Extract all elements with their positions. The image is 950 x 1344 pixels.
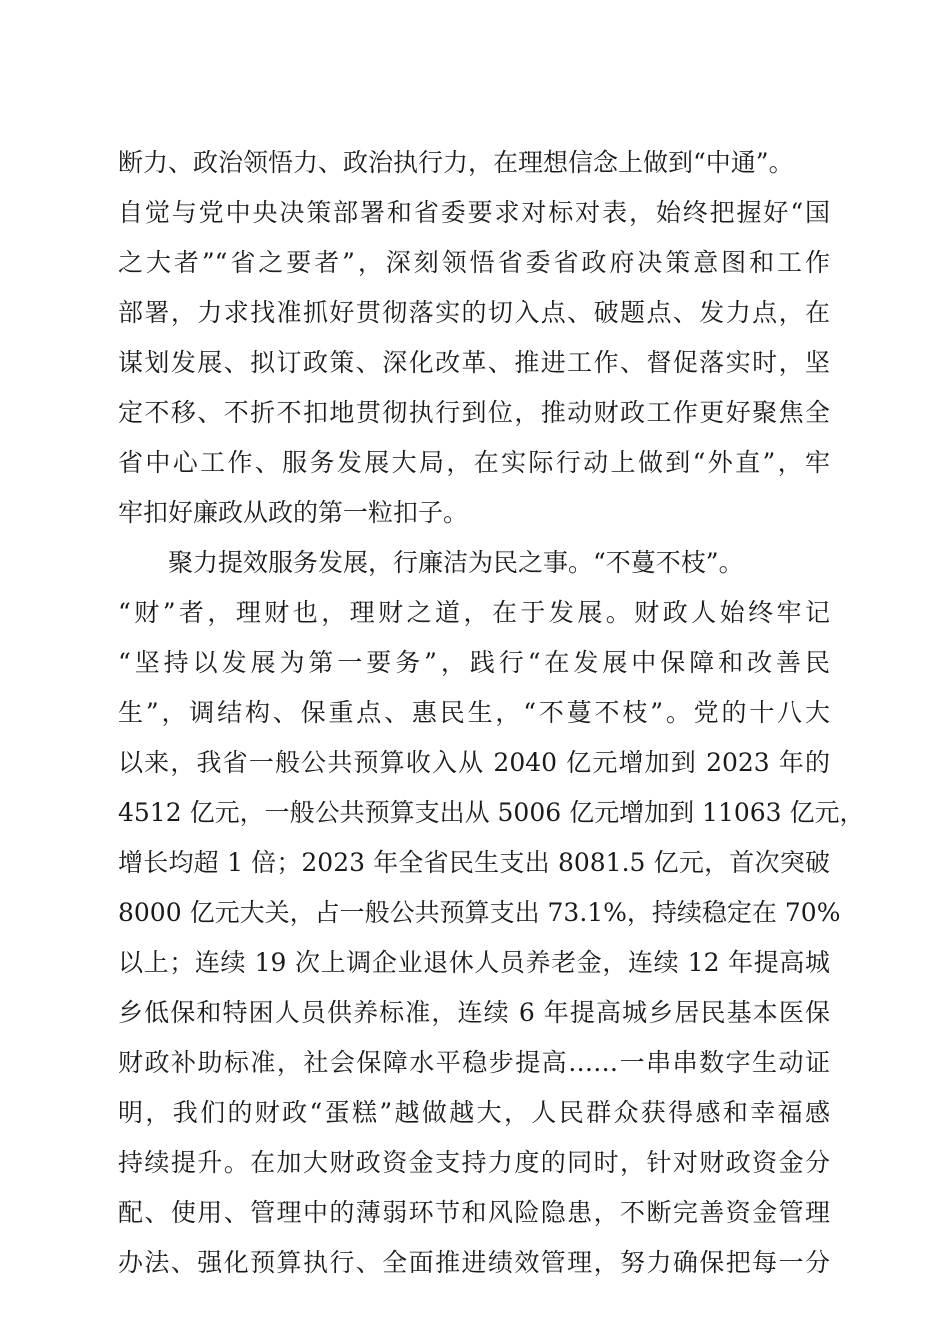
text-line: 聚力提效服务发展，行廉洁为民之事。“不蔓不枝”。: [168, 548, 744, 577]
document-body: [118, 138, 865, 1288]
text-line: 自觉与党中央决策部署和省委要求对标对表，始终把握好“国: [118, 198, 830, 227]
text-line: 增长均超 1 倍；2023 年全省民生支出 8081.5 亿元，首次突破: [118, 848, 830, 877]
text-line: 财政补助标准，社会保障水平稳步提高……一串串数字生动证: [118, 1048, 830, 1077]
text-line: 之大者”“省之要者”，深刻领悟省委省政府决策意图和工作: [118, 248, 830, 277]
text-line: 谋划发展、拟订政策、深化改革、推进工作、督促落实时，坚: [118, 348, 830, 377]
text-line: “坚持以发展为第一要务”，践行“在发展中保障和改善民: [118, 648, 830, 677]
text-line: 8000 亿元大关，占一般公共预算支出 73.1%，持续稳定在 70%: [118, 898, 841, 927]
text-line: 以上；连续 19 次上调企业退休人员养老金，连续 12 年提高城: [118, 948, 830, 977]
text-line: “财”者，理财也，理财之道，在于发展。财政人始终牢记: [118, 598, 830, 627]
text-line: 部署，力求找准抓好贯彻落实的切入点、破题点、发力点，在: [118, 298, 830, 327]
text-line: 4512 亿元，一般公共预算支出从 5006 亿元增加到 11063 亿元，: [118, 798, 865, 827]
text-line: 配、使用、管理中的薄弱环节和风险隐患，不断完善资金管理: [118, 1198, 830, 1227]
text-line: 牢扣好廉政从政的第一粒扣子。: [118, 498, 469, 527]
text-line: 定不移、不折不扣地贯彻执行到位，推动财政工作更好聚焦全: [118, 398, 830, 427]
text-line: 持续提升。在加大财政资金支持力度的同时，针对财政资金分: [118, 1148, 830, 1177]
text-line: 省中心工作、服务发展大局，在实际行动上做到“外直”，牢: [118, 448, 830, 477]
paragraph-2: [118, 538, 865, 1288]
text-line: 乡低保和特困人员供养标准，连续 6 年提高城乡居民基本医保: [118, 998, 830, 1027]
text-line: 办法、强化预算执行、全面推进绩效管理，努力确保把每一分: [118, 1248, 830, 1277]
text-line: 生”，调结构、保重点、惠民生，“不蔓不枝”。党的十八大: [118, 698, 830, 727]
text-line: 明，我们的财政“蛋糕”越做越大，人民群众获得感和幸福感: [118, 1098, 830, 1127]
paragraph-1: [118, 138, 830, 538]
text-line: 断力、政治领悟力、政治执行力，在理想信念上做到“中通”。: [118, 148, 794, 177]
text-line: 以来，我省一般公共预算收入从 2040 亿元增加到 2023 年的: [118, 748, 830, 777]
